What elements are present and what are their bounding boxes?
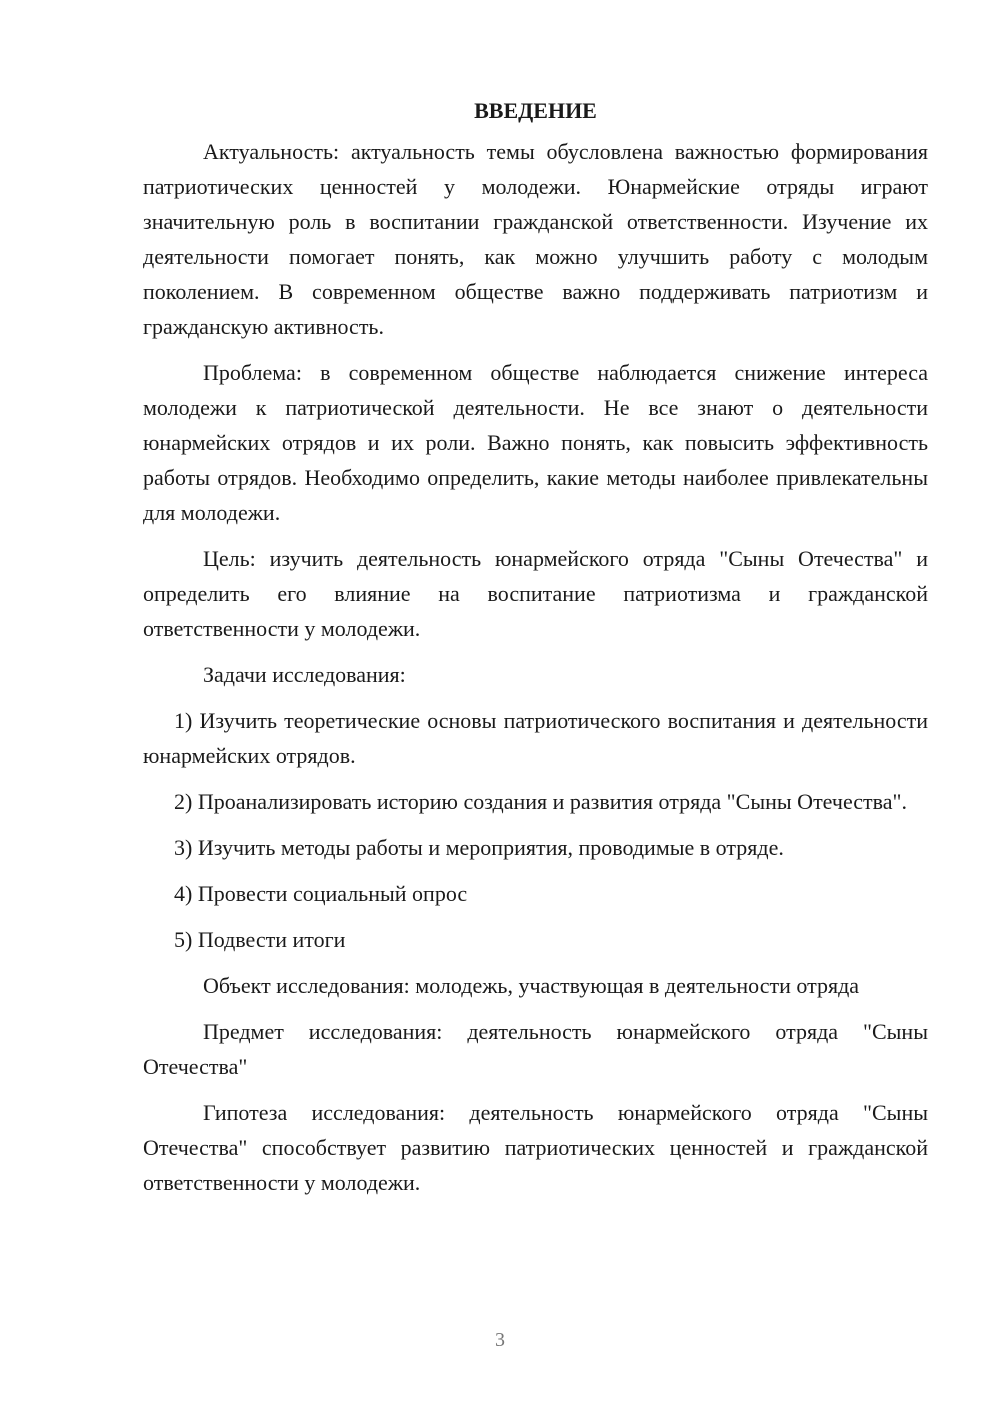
task-item: 1) Изучить теоретические основы патриотического воспитания и деятельности юнармейских отрядов. xyxy=(143,708,928,768)
section-title: ВВЕДЕНИЕ xyxy=(474,98,597,123)
paragraph-problem: Проблема: в современном обществе наблюдается снижение интереса молодежи к патриотической деятельности. Не все знают о деятельности юнармейских отрядов и их роли. Важно понять, как повысить эффективность работы отрядов. Необходимо определить, какие методы наиболее привлекательны для молодежи. xyxy=(143,360,928,525)
document-body xyxy=(143,93,928,1200)
page-number: 3 xyxy=(495,1329,505,1351)
paragraph-tasks-heading: Задачи исследования: xyxy=(203,662,406,687)
paragraph-relevance: Актуальность: актуальность темы обусловлена важностью формирования патриотических ценностей у молодежи. Юнармейские отряды играют значительную роль в воспитании гражданской ответственности. Изучение их деятельности помогает понять, как можно улучшить работу с молодым поколением. В современном обществе важно поддерживать патриотизм и гражданскую активность. xyxy=(143,139,928,339)
task-item: 5) Подвести итоги xyxy=(174,927,346,952)
paragraph-object: Объект исследования: молодежь, участвующая в деятельности отряда xyxy=(203,973,860,998)
paragraph-hypothesis: Гипотеза исследования: деятельность юнармейского отряда "Сыны Отечества" способствует развитию патриотических ценностей и гражданской ответственности у молодежи. xyxy=(143,1100,928,1195)
task-item: 4) Провести социальный опрос xyxy=(174,881,468,906)
task-item: 2) Проанализировать историю создания и развития отряда "Сыны Отечества". xyxy=(174,789,907,814)
paragraph-subject: Предмет исследования: деятельность юнармейского отряда "Сыны Отечества" xyxy=(143,1019,928,1079)
paragraph-goal: Цель: изучить деятельность юнармейского отряда "Сыны Отечества" и определить его влияние на воспитание патриотизма и гражданской ответственности у молодежи. xyxy=(143,546,928,641)
task-item: 3) Изучить методы работы и мероприятия, проводимые в отряде. xyxy=(174,835,784,860)
